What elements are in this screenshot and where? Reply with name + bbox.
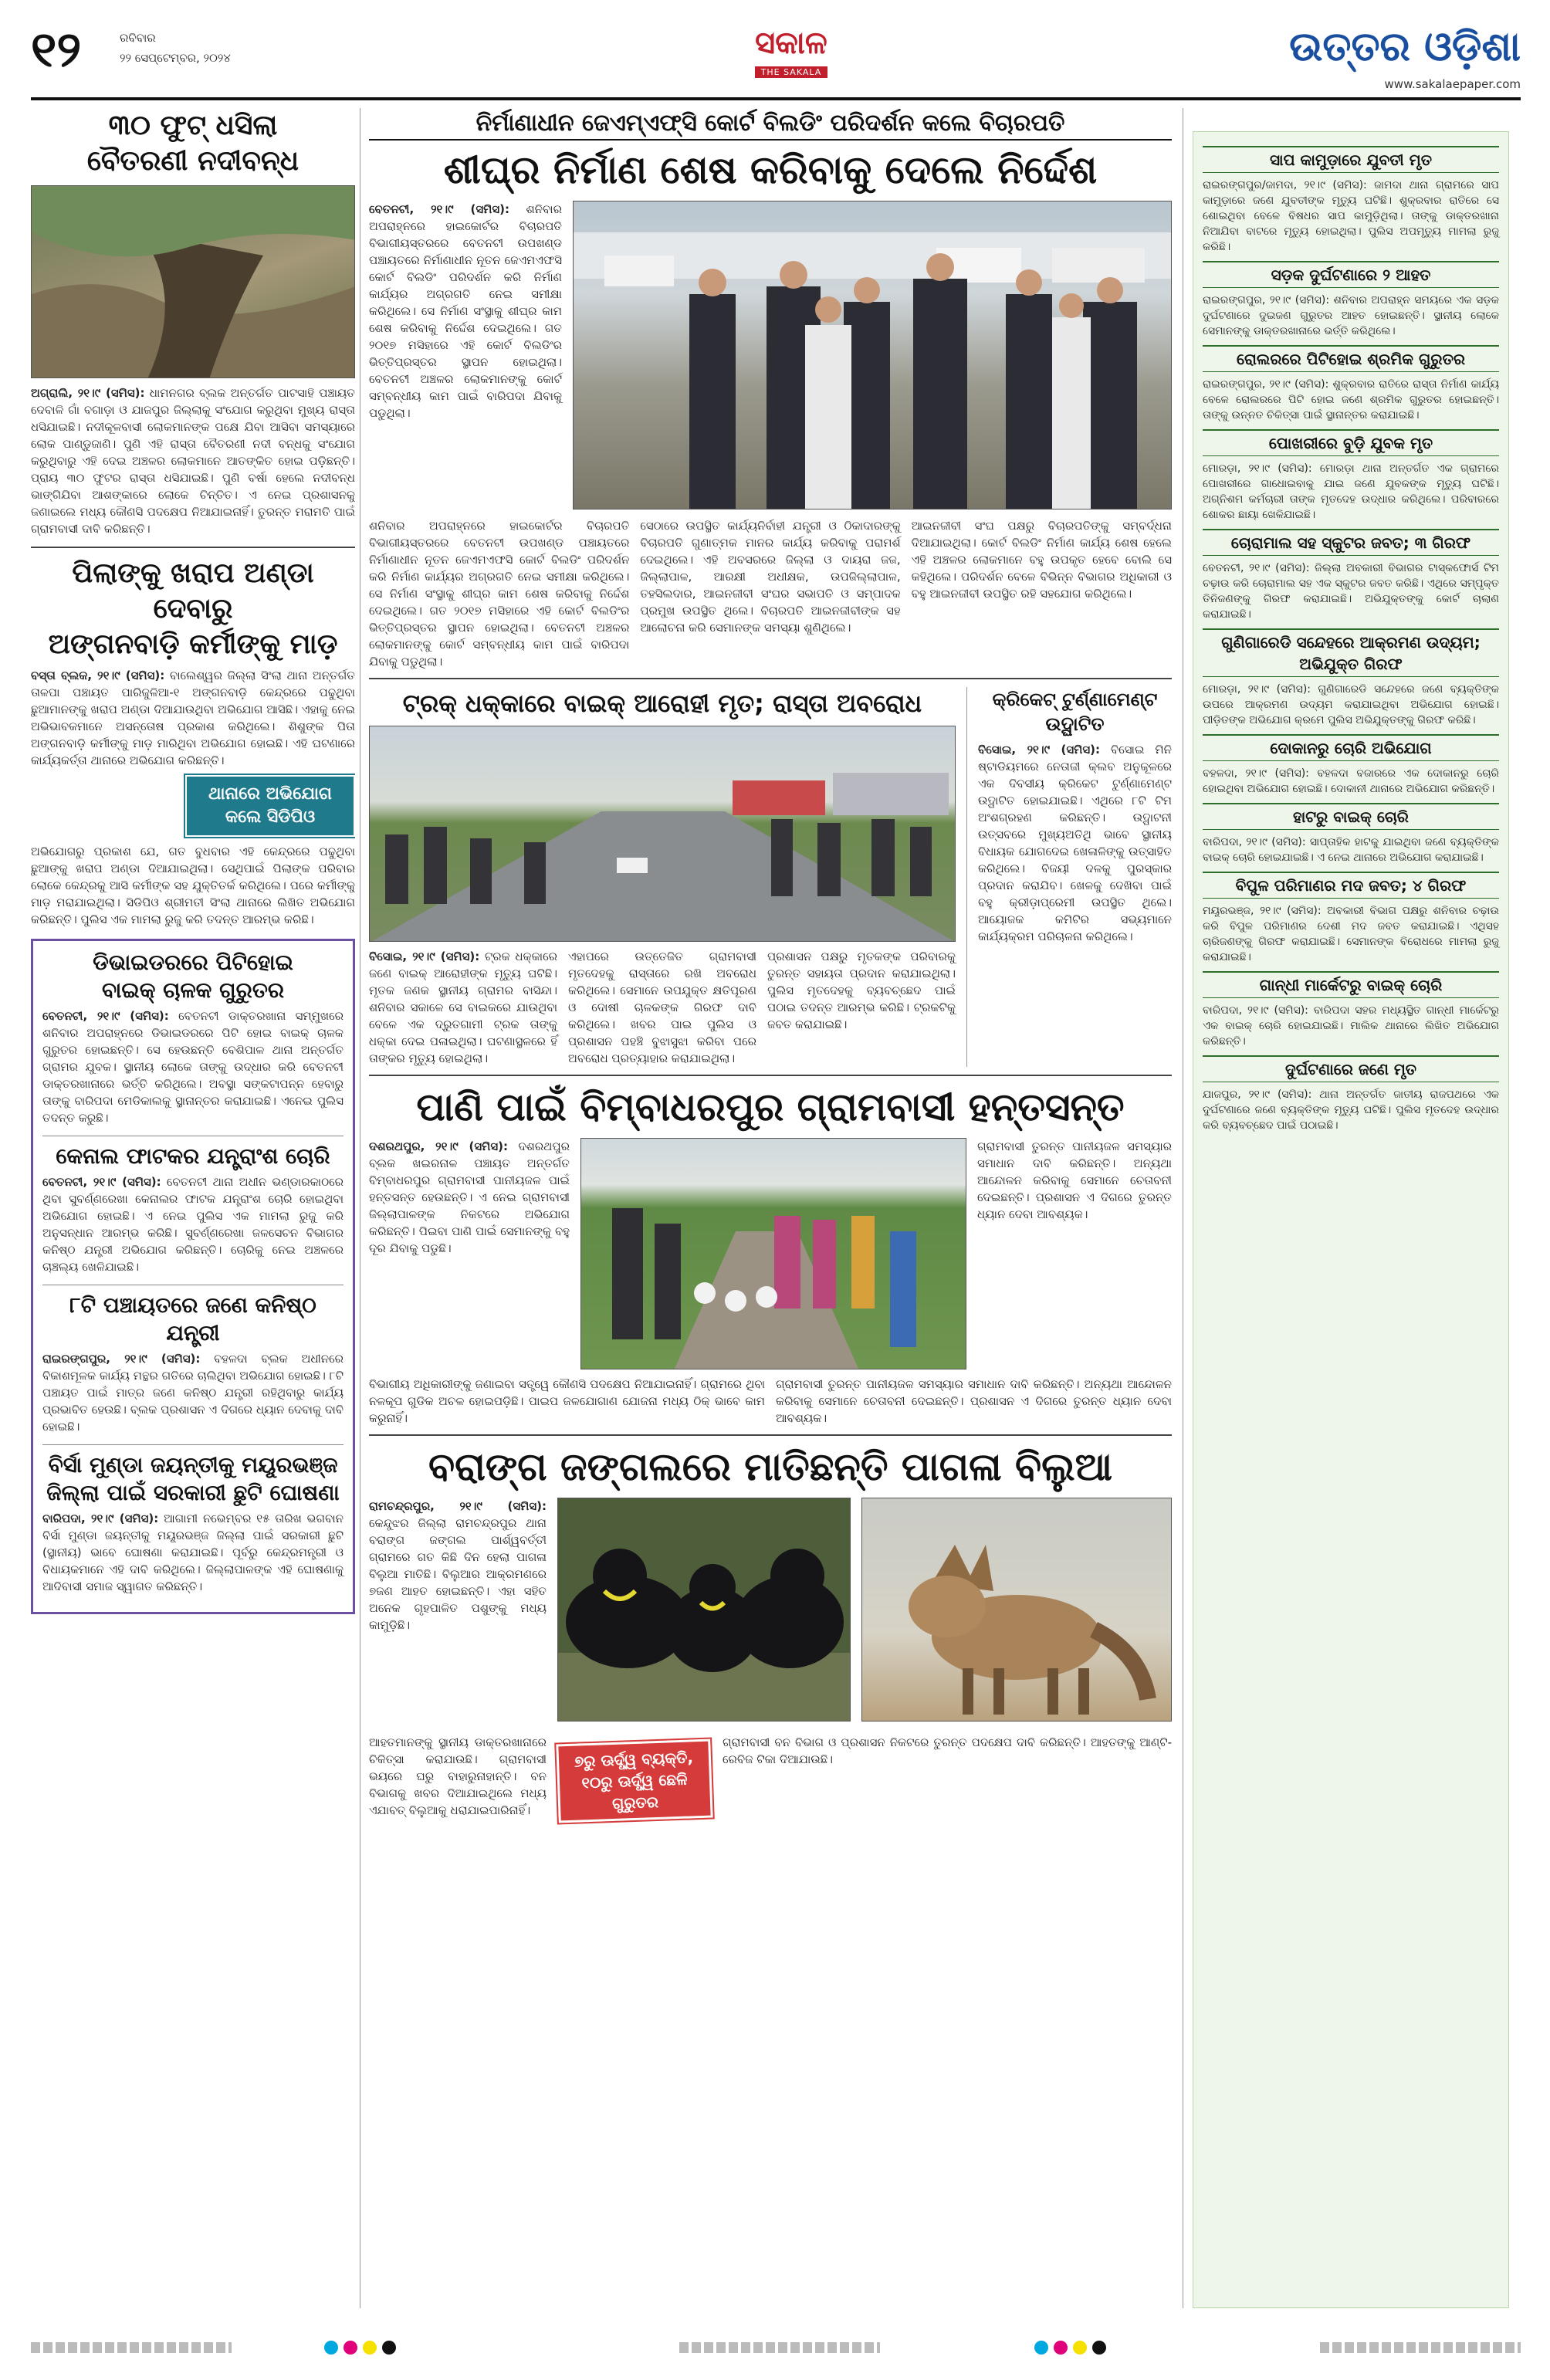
dateline: ବେତନଟୀ, ୨୧।୯ (ସମିସ): (369, 202, 509, 216)
story-water-scarcity (369, 1084, 1172, 1427)
dateline: ରାଇରଙ୍ଗପୁର, ୨୧।୯ (ସମିସ): (42, 1352, 201, 1366)
brief-headline: ରୋଲରରେ ପିଟିହୋଇ ଶ୍ରମିକ ଗୁରୁତର (1203, 345, 1499, 372)
brief-headline: ବିପୁଳ ପରିମାଣର ମଦ ଜବତ; ୪ ଗିରଫ (1203, 872, 1499, 899)
dateline: ବେତନଟୀ, ୨୧।୯ (ସମିସ): (42, 1009, 169, 1023)
dateline: ବିସୋଇ, ୨୧।୯ (ସମିସ): (369, 950, 480, 963)
story-body: ଆହତମାନଙ୍କୁ ସ୍ଥାନୀୟ ଡାକ୍ତରଖାନାରେ ଚିକିତ୍ସା କରାଯାଉଛି। ଗ୍ରାମବାସୀ ଭୟରେ ଘରୁ ବାହାରୁନାହାନ୍ତି। ବନ ବିଭାଗକୁ ଖବର ଦିଆଯାଇଥିଲେ ମଧ୍ୟ ଏଯାବତ୍ ବିଲୁଆକୁ ଧରାଯାଇପାରିନାହିଁ। (369, 1735, 547, 1817)
brief-item (1203, 971, 1499, 1049)
cyan-dot (324, 2341, 338, 2355)
newspaper-logo (710, 23, 872, 85)
kicker: ନିର୍ମାଣାଧୀନ ଜେଏମ୍ଏଫ୍ସି କୋର୍ଟ ବିଲଡିଂ ପରିଦର୍ଶନ କଲେ ବିଚାରପତି (369, 108, 1172, 140)
brief-item (1203, 1055, 1499, 1133)
ribbon-holder (557, 1734, 712, 1888)
headline: ପାଣି ପାଇଁ ବିମ୍ବାଧରପୁର ଗ୍ରାମବାସୀ ହନ୍ତସନ୍ତ (416, 1085, 1125, 1129)
story-junior-engineer (42, 1292, 344, 1435)
headline: ଜିଲ୍ଲା ପାଇଁ ସରକାରୀ ଛୁଟି ଘୋଷଣା (46, 1480, 340, 1505)
story-body: ବାଲେଶ୍ୱର ଜିଲ୍ଲା ସିଂଲା ଥାନା ଅନ୍ତର୍ଗତ ତାଳପା ପଞ୍ଚାୟତ ପାରିଜୁଳିଆ-୧ ଅଙ୍ଗନବାଡ଼ି କେନ୍ଦ୍ରରେ ପଢୁଥିବା ଛୁଆମାନଙ୍କୁ ଖରାପ ଅଣ୍ଡା ଦିଆଯାଉଥିବା ଅଭିଯୋଗ ଆସିଛି। ଏହାକୁ ନେଇ ଅଭିଭାବକମାନେ ଅସନ୍ତୋଷ ପ୍ରକାଶ କରିଥିଲେ। ଶିଶୁଙ୍କ ପିତା ଅଙ୍ଗନବାଡ଼ି କର୍ମୀଙ୍କୁ ମାଡ଼ ମାରିଥିବା ଅଭିଯୋଗ ହୋଇଛି। ଏହି ଘଟଣାରେ କାର୍ଯ୍ୟକର୍ତ୍ତା ଥାନାରେ ଅଭିଯୋଗ କରିଛନ୍ତି। (31, 669, 355, 767)
divider (31, 547, 355, 548)
ribbon-line: ୧୦ରୁ ଊର୍ଦ୍ଧ୍ୱ ଛେଳି (581, 1769, 688, 1793)
villagers-water-photo-icon (581, 1139, 966, 1369)
headline: କ୍ରିକେଟ୍ ଟୁର୍ଣ୍ଣାମେଣ୍ଟ ଉଦ୍ଘାଟିତ (992, 689, 1158, 735)
story-body: ଆଗାମୀ ନଭେମ୍ବର ୧୫ ତାରିଖ ଭଗବାନ ବିର୍ସା ମୁଣ୍ଡା ଜୟନ୍ତୀକୁ ମୟୂରଭଞ୍ଜ ଜିଲ୍ଲା ପାଇଁ ସରକାରୀ ଛୁଟି (ସ୍ଥାନୀୟ) ଭାବେ ଘୋଷଣା କରାଯାଇଛି। ପୂର୍ବରୁ କେନ୍ଦ୍ରମନ୍ତ୍ରୀ ଓ ବିଧାୟକମାନେ ଏହି ଦାବି କରିଥିଲେ। ଜିଲ୍ଲାପାଳଙ୍କ ଏହି ଘୋଷଣାକୁ ଆଦିବାସୀ ସମାଜ ସ୍ୱାଗତ କରିଛନ୍ତି। (42, 1512, 344, 1593)
brief-item (1203, 872, 1499, 965)
divider (369, 1434, 1172, 1436)
story-body: ଅଭିଯୋଗରୁ ପ୍ରକାଶ ଯେ, ଗତ ବୁଧବାର ଏହି କେନ୍ଦ୍ରରେ ପଢୁଥିବା ଛୁଆଙ୍କୁ ଖରାପ ଅଣ୍ଡା ଦିଆଯାଇଥିଲା। ସେଥିପାଇଁ ପିଲାଙ୍କ ପରିବାର ଲୋକେ କେନ୍ଦ୍ରକୁ ଆସି କର୍ମୀଙ୍କ ସହ ଯୁକ୍ତିତର୍କ କରିଥିଲେ। ପରେ କର୍ମୀଙ୍କୁ ମାଡ଼ ମରାଯାଇଥିଲା। ସିଡିପିଓ ଶ୍ରୀମତୀ ସିଂଲା ଥାନାରେ ଲିଖିତ ଅଭିଯୋଗ କରିଛନ୍ତି। ପୁଲିସ ଏକ ମାମଲା ରୁଜୁ କରି ତଦନ୍ତ ଆରମ୍ଭ କରିଛି। (31, 845, 355, 926)
headline: ବାଇକ୍ ଚାଳକ ଗୁରୁତର (101, 977, 285, 1003)
story-body: ବହଳଦା ବ୍ଲକ ଅଧୀନରେ ବିକାଶମୂଳକ କାର୍ଯ୍ୟ ମନ୍ଥର ଗତିରେ ଚାଲିଥିବା ଅଭିଯୋଗ ହୋଇଛି। ୮ଟି ପଞ୍ଚାୟତ ପାଇଁ ମାତ୍ର ଜଣେ କନିଷ୍ଠ ଯନ୍ତ୍ରୀ ରହିଥିବାରୁ କାର୍ଯ୍ୟ ପ୍ରଭାବିତ ହେଉଛି। ବ୍ଲକ ପ୍ରଶାସନ ଏ ଦିଗରେ ଧ୍ୟାନ ଦେବାକୁ ଦାବି ହୋଇଛି। (42, 1352, 344, 1434)
dateline: ରାମଚନ୍ଦ୍ରପୁର, ୨୧।୯ (ସମିସ): (369, 1499, 547, 1513)
brief-body: ବହଳଦା, ୨୧।୯ (ସମିସ): ବହଳଦା ବଜାରରେ ଏକ ଦୋକାନରୁ ଚୋରି ହୋଇଥିବା ଅଭିଯୋଗ ହୋଇଛି। ଦୋକାନୀ ଥାନାରେ ଅଭିଯୋଗ କରିଛନ୍ତି। (1203, 767, 1499, 795)
road-blockade-photo-icon (370, 726, 956, 942)
brief-body: ରାଇରଙ୍ଗପୁର, ୨୧।୯ (ସମିସ): ଶୁକ୍ରବାର ରାତିରେ ରାସ୍ତା ନିର୍ମାଣ କାର୍ଯ୍ୟ ବେଳେ ରୋଲରରେ ପିଟି ହୋଇ ଜଣେ ଶ୍ରମିକ ଗୁରୁତର ହୋଇଛନ୍ତି। ତାଙ୍କୁ ଉନ୍ନତ ଚିକିତ୍ସା ପାଇଁ ସ୍ଥାନାନ୍ତର କରାଯାଇଛି। (1203, 378, 1499, 421)
brief-headline: ସଡ଼କ ଦୁର୍ଘଟଣାରେ ୨ ଆହତ (1203, 261, 1499, 288)
print-registration-strip (31, 2338, 1521, 2358)
right-briefs-panel (1193, 131, 1509, 2308)
story-body: ବେତନଟୀ ଥାନା ଅଧୀନ ଭଣ୍ଡାରକାଠରେ ଥିବା ସୁବର୍ଣ୍ଣରେଖା କେନାଲର ଫାଟକ ଯନ୍ତ୍ରାଂଶ ଚୋରି ହୋଇଥିବା ଅଭିଯୋଗ ହୋଇଛି। ଏ ନେଇ ପୁଲିସ ଏକ ମାମଲା ରୁଜୁ କରି ଅନୁସନ୍ଧାନ ଆରମ୍ଭ କରିଛି। ସୁବର୍ଣ୍ଣରେଖା ଜଳସେଚନ ବିଭାଗର କନିଷ୍ଠ ଯନ୍ତ୍ରୀ ଅଭିଯୋଗ କରିଛନ୍ତି। ଚୋରିକୁ ନେଇ ଅଞ୍ଚଳରେ ଚାଞ୍ଚଲ୍ୟ ଖେଳିଯାଇଛି। (42, 1175, 344, 1274)
page-number: ୧୨ (31, 22, 82, 79)
ribbon-line: ୭ରୁ ଊର୍ଦ୍ଧ୍ୱ ବ୍ୟକ୍ତି, (574, 1748, 694, 1771)
headline: ବରାଙ୍ଗ ଜଙ୍ଗଲରେ ମାତିଛନ୍ତି ପାଗଳା ବିଲୁଆ (428, 1444, 1112, 1489)
story-body: ଗ୍ରାମବାସୀ ତୁରନ୍ତ ପାନୀୟଜଳ ସମସ୍ୟାର ସମାଧାନ ଦାବି କରିଛନ୍ତି। ଅନ୍ୟଥା ଆନ୍ଦୋଳନ କରିବାକୁ ସେମାନେ ଚେତାବନୀ ଦେଇଛନ୍ତି। ପ୍ରଶାସନ ଏ ଦିଗରେ ତୁରନ୍ତ ଧ୍ୟାନ ଦେବା ଆବଶ୍ୟକ। (776, 1377, 1172, 1425)
story-body: ବିଭାଗୀୟ ଅଧିକାରୀଙ୍କୁ ଜଣାଇବା ସତ୍ତ୍ୱେ କୌଣସି ପଦକ୍ଷେପ ନିଆଯାଇନାହିଁ। ଗ୍ରାମରେ ଥିବା ନଳକୂପ ଗୁଡିକ ଅଚଳ ହୋଇପଡ଼ିଛି। ପାଇପ ଜଳଯୋଗାଣ ଯୋଜନା ମଧ୍ୟ ଠିକ୍ ଭାବେ କାମ କରୁନାହିଁ। (369, 1377, 765, 1425)
brief-body: ବେତନଟୀ, ୨୧।୯ (ସମିସ): ଜିଲ୍ଲା ଅବକାରୀ ବିଭାଗର ଟାସ୍କଫୋର୍ସ ଟିମ ଚଢ଼ାଉ କରି ଚୋରାମାଲ ସହ ଏକ ସ୍କୁଟର ଜବତ କରିଛି। ଏଥିରେ ସମ୍ପୃକ୍ତ ତିନିଜଣଙ୍କୁ ଗିରଫ କରାଯାଇଛି। ଅଭିଯୁକ୍ତଙ୍କୁ କୋର୍ଟ ଚାଲାଣ କରାଯାଇଛି। (1203, 562, 1499, 621)
brief-item (1203, 429, 1499, 523)
story-box-divider (31, 939, 355, 1614)
brief-body: ମୋରଡ଼ା, ୨୧।୯ (ସମିସ): ଗୁଣିଗାରେଡି ସନ୍ଦେହରେ ଜଣେ ବ୍ୟକ୍ତିଙ୍କ ଉପରେ ଆକ୍ରମଣ ଉଦ୍ୟମ କରାଯାଇଥିବା ଅଭିଯୋଗ ହୋଇଛି। ପୀଡ଼ିତଙ୍କ ଅଭିଯୋଗ କ୍ରମେ ପୁଲିସ ଅଭିଯୁକ୍ତଙ୍କୁ ଗିରଫ କରିଛି। (1203, 683, 1499, 726)
brief-item (1203, 529, 1499, 622)
story-body: ଗ୍ରାମବାସୀ ବନ ବିଭାଗ ଓ ପ୍ରଶାସନ ନିକଟରେ ତୁରନ୍ତ ପଦକ୍ଷେପ ଦାବି କରିଛନ୍ତି। ଆହତଙ୍କୁ ଆଣ୍ଟି-ରେବିଜ ଟିକା ଦିଆଯାଉଛି। (723, 1735, 1172, 1766)
registration-bar (1320, 2342, 1521, 2353)
brief-item (1203, 803, 1499, 865)
dateline: ଅଗ୍ରାଲି, ୨୧।୯ (ସମିସ): (31, 386, 145, 400)
brief-headline: ଦୁର୍ଘଟଣାରେ ଜଣେ ମୃତ (1203, 1055, 1499, 1082)
story-rabid-jackal (369, 1444, 1172, 1888)
photo-judge-visit (573, 201, 1172, 510)
photo-embankment (31, 185, 355, 378)
black-dot (1092, 2341, 1106, 2355)
divider (369, 678, 1172, 679)
story-body: ଶନିବାର ଅପରାହ୍ନରେ ହାଇକୋର୍ଟର ବିଚାରପତି ବିଭାଗୀୟସ୍ତରରେ ବେତନଟୀ ଉପଖଣ୍ଡ ପଞ୍ଚାୟତରେ ନିର୍ମାଣାଧୀନ ନୂତନ ଜେଏମଏଫସି କୋର୍ଟ ବିଲଡିଂ ପରିଦର୍ଶନ କରି ନିର୍ମାଣ କାର୍ଯ୍ୟର ଅଗ୍ରଗତି ନେଇ ସମୀକ୍ଷା କରିଥିଲେ। ସେ ନିର୍ମାଣ ସଂସ୍ଥାକୁ ଶୀଘ୍ର କାମ ଶେଷ କରିବାକୁ ନିର୍ଦ୍ଦେଶ ଦେଇଥିଲେ। ଗତ ୨୦୧୭ ମସିହାରେ ଏହି କୋର୍ଟ ବିଲଡିଂର ଭିତ୍ତିପ୍ରସ୍ତର ସ୍ଥାପନ ହୋଇଥିଲା। ବେତନଟୀ ଅଞ୍ଚଳର ଲୋକମାନଙ୍କୁ କୋର୍ଟ ସମ୍ବନ୍ଧୀୟ କାମ ପାଇଁ ବାରିପଦା ଯିବାକୁ ପଡୁଥିଲା। (369, 202, 562, 420)
headline: ୩୦ ଫୁଟ୍ ଧସିଲା (108, 110, 278, 141)
brief-headline: ପୋଖରୀରେ ବୁଡ଼ି ଯୁବକ ମୃତ (1203, 429, 1499, 456)
story-divider-crash (42, 949, 344, 1126)
website-url: www.sakalaepaper.com (1384, 77, 1521, 91)
headline: ୮ଟି ପଞ୍ଚାୟତରେ ଜଣେ କନିଷ୍ଠ ଯନ୍ତ୍ରୀ (69, 1292, 316, 1346)
brief-body: ଯାଜପୁର, ୨୧।୯ (ସମିସ): ଥାନା ଅନ୍ତର୍ଗତ ଜାତୀୟ ରାଜପଥରେ ଏକ ଦୁର୍ଘଟଣାରେ ଜଣେ ବ୍ୟକ୍ତିଙ୍କ ମୃତ୍ୟୁ ଘଟିଛି। ପୁଲିସ ମୃତଦେହ ଉଦ୍ଧାର କରି ବ୍ୟବଚ୍ଛେଦ ପାଇଁ ପଠାଇଛି। (1203, 1088, 1499, 1132)
brief-headline: ସାପ କାମୁଡ଼ାରେ ଯୁବତୀ ମୃତ (1203, 146, 1499, 173)
headline: କେନାଲ ଫାଟକର ଯନ୍ତ୍ରାଂଶ ଚୋରି (56, 1143, 330, 1169)
divider (42, 1444, 344, 1445)
story-cricket (978, 687, 1172, 1067)
section-title: ଉତ୍ତର ଓଡ଼ିଶା (1289, 24, 1521, 70)
brief-headline: ଦୋକାନରୁ ଚୋରି ଅଭିଯୋଗ (1203, 734, 1499, 761)
date-label: ୨୨ ସେପ୍ଟେମ୍ବର, ୨୦୨୪ (120, 51, 231, 65)
brief-headline: ଗୁଣିଗାରେଡି ସନ୍ଦେହରେ ଆକ୍ରମଣ ଉଦ୍ୟମ; ଅଭିଯୁକ୍ତ ଗିରଫ (1203, 628, 1499, 677)
brief-item (1203, 734, 1499, 797)
goats-photo-icon (558, 1498, 851, 1722)
photo-villagers-water (580, 1138, 966, 1369)
dateline: ବେତନଟୀ, ୨୧।୯ (ସମିସ): (42, 1175, 161, 1189)
ribbon-line: ଗୁରୁତର (611, 1792, 659, 1813)
story-truck-accident (369, 687, 956, 1067)
yellow-dot (1073, 2341, 1087, 2355)
jackal-photo-icon (862, 1498, 1165, 1722)
left-column (31, 108, 355, 2316)
brief-headline: ହାଟରୁ ବାଇକ୍ ଚୋରି (1203, 803, 1499, 830)
headline: ଅଙ୍ଗନବାଡ଼ି କର୍ମୀଙ୍କୁ ମାଡ଼ (48, 628, 338, 660)
callout-box: ଥାନାରେ ଅଭିଯୋଗ କଲେ ସିଡିପିଓ (185, 775, 355, 837)
story-court-building (369, 108, 1172, 670)
yellow-dot (363, 2341, 377, 2355)
dateline: ବାରିପଦା, ୨୧।୯ (ସମିସ): (42, 1512, 159, 1525)
story-body: ଗ୍ରାମବାସୀ ତୁରନ୍ତ ପାନୀୟଜଳ ସମସ୍ୟାର ସମାଧାନ ଦାବି କରିଛନ୍ତି। ଅନ୍ୟଥା ଆନ୍ଦୋଳନ କରିବାକୁ ସେମାନେ ଚେତାବନୀ ଦେଇଛନ୍ତି। ପ୍ରଶାସନ ଏ ଦିଗରେ ତୁରନ୍ତ ଧ୍ୟାନ ଦେବା ଆବଶ୍ୟକ। (977, 1139, 1172, 1221)
headline: ଡିଭାଇଡରରେ ପିଟିହୋଇ (93, 950, 293, 975)
brief-item (1203, 146, 1499, 255)
brief-body: ମୟୂରଭଞ୍ଜ, ୨୧।୯ (ସମିସ): ଅବକାରୀ ବିଭାଗ ପକ୍ଷରୁ ଶନିବାର ଚଢ଼ାଉ କରି ବିପୁଳ ପରିମାଣର ଦେଶୀ ମଦ ଜବତ କରାଯାଇଛି। ଏଥିସହ ଚାରିଜଣଙ୍କୁ ଗିରଫ କରାଯାଇଛି। ସେମାନଙ୍କ ବିରୋଧରେ ମାମଲା ରୁଜୁ କରାଯାଇଛି। (1203, 905, 1499, 963)
photo-jackal (861, 1498, 1172, 1722)
story-body: ବେତନଟୀ ଡାକ୍ତରଖାନା ସମ୍ମୁଖରେ ଶନିବାର ଅପରାହ୍ନରେ ଡିଭାଇଡରରେ ପିଟି ହୋଇ ବାଇକ୍ ଚାଳକ ଗୁରୁତର ହୋଇଛନ୍ତି। ସେ ହେଉଛନ୍ତି ବେଶିପାଳ ଥାନା ଅନ୍ତର୍ଗତ ଗ୍ରାମର ଯୁବକ। ସ୍ଥାନୀୟ ଲୋକେ ତାଙ୍କୁ ଉଦ୍ଧାର କରି ବେତନଟୀ ଡାକ୍ତରଖାନାରେ ଭର୍ତ୍ତି କରିଥିଲେ। ଅବସ୍ଥା ସଙ୍କଟାପନ୍ନ ହେବାରୁ ତାଙ୍କୁ ବାରିପଦା ମେଡିକାଲକୁ ସ୍ଥାନାନ୍ତର କରାଯାଇଛି। ଏନେଇ ପୁଲିସ ତଦନ୍ତ କରୁଛି। (42, 1009, 344, 1125)
brief-item (1203, 261, 1499, 339)
story-body: ଦଶରଥପୁର ବ୍ଲକ ଖଇରନାଳ ପଞ୍ଚାୟତ ଅନ୍ତର୍ଗତ ବିମ୍ବାଧରପୁର ଗ୍ରାମବାସୀ ପାନୀୟଜଳ ପାଇଁ ହନ୍ତସନ୍ତ ହେଉଛନ୍ତି। ଏ ନେଇ ଗ୍ରାମବାସୀ ଜିଲ୍ଲାପାଳଙ୍କ ନିକଟରେ ଅଭିଯୋଗ କରିଛନ୍ତି। ପିଇବା ପାଣି ପାଇଁ ସେମାନଙ୍କୁ ବହୁ ଦୂର ଯିବାକୁ ପଡୁଛି। (369, 1139, 570, 1255)
headline: ଟ୍ରକ୍ ଧକ୍କାରେ ବାଇକ୍ ଆରୋହୀ ମୃତ; ରାସ୍ତା ଅବରୋଧ (402, 689, 922, 718)
cyan-dot (1034, 2341, 1048, 2355)
brief-body: ବାରିପଦା, ୨୧।୯ (ସମିସ): ସାପ୍ତାହିକ ହାଟକୁ ଯାଇଥିବା ଜଣେ ବ୍ୟକ୍ତିଙ୍କ ବାଇକ୍ ଚୋରି ହୋଇଯାଇଛି। ଏ ନେଇ ଥାନାରେ ଅଭିଯୋଗ କରାଯାଇଛି। (1203, 836, 1499, 864)
divider (369, 1075, 1172, 1076)
brief-body: ରାଇରଙ୍ଗପୁର, ୨୧।୯ (ସମିସ): ଶନିବାର ଅପରାହ୍ନ ସମୟରେ ଏକ ସଡ଼କ ଦୁର୍ଘଟଣାରେ ଦୁଇଜଣ ଗୁରୁତର ଆହତ ହୋଇଛନ୍ତି। ସ୍ଥାନୀୟ ଲୋକେ ସେମାନଙ୍କୁ ଡାକ୍ତରଖାନାରେ ଭର୍ତ୍ତି କରିଥିଲେ। (1203, 294, 1499, 337)
column-divider (966, 687, 967, 1067)
brief-headline: ଗାନ୍ଧୀ ମାର୍କେଟରୁ ବାଇକ୍ ଚୋରି (1203, 971, 1499, 998)
date-block (120, 28, 231, 68)
story-birsa-munda (42, 1451, 344, 1595)
masthead-rule (31, 97, 1521, 100)
headline: ବୈତରଣୀ ନଦୀବନ୍ଧ (86, 145, 300, 177)
headline: ପିଲାଙ୍କୁ ଖରାପ ଅଣ୍ଡା ଦେବାରୁ (72, 557, 314, 625)
photo-road-blockade (369, 726, 956, 942)
headline: ଶୀଘ୍ର ନିର୍ମାଣ ଶେଷ କରିବାକୁ ଦେଲେ ନିର୍ଦ୍ଦେଶ (443, 147, 1098, 192)
logo-subtitle: THE SAKALA (755, 66, 828, 78)
brief-body: ରାଇରଙ୍ଗପୁର/ଜାମଦା, ୨୧।୯ (ସମିସ): ଜାମଦା ଥାନା ଗ୍ରାମରେ ସାପ କାମୁଡ଼ାରେ ଜଣେ ଯୁବତୀଙ୍କ ମୃତ୍ୟୁ ଘଟିଛି। ଶୁକ୍ରବାର ରାତିରେ ସେ ଶୋଇଥିବା ବେଳେ ବିଷଧର ସାପ କାମୁଡ଼ିଥିଲା। ତାଙ୍କୁ ଡାକ୍ତରଖାନା ନିଆଯିବା ବାଟରେ ମୃତ୍ୟୁ ହୋଇଥିଲା। ପୁଲିସ ଅପମୃତ୍ୟୁ ମାମଲା ରୁଜୁ କରିଛି। (1203, 179, 1499, 253)
story-body: ଟ୍ରକ ଧକ୍କାରେ ଜଣେ ବାଇକ୍ ଆରୋହୀଙ୍କ ମୃତ୍ୟୁ ଘଟିଛି। ମୃତକ ଜଣକ ସ୍ଥାନୀୟ ଗ୍ରାମର ବାସିନ୍ଦା। ଶନିବାର ସକାଳେ ସେ ବାଇକରେ ଯାଉଥିବା ବେଳେ ଏକ ଦ୍ରୁତଗାମୀ ଟ୍ରକ ତାଙ୍କୁ ଧକ୍କା ଦେଇ ପଳାଇଥିଲା। ଘଟଣାସ୍ଥଳରେ ହିଁ ତାଙ୍କର ମୃତ୍ୟୁ ହୋଇଥିଲା। (369, 950, 557, 1065)
story-body: ପ୍ରଶାସନ ପକ୍ଷରୁ ମୃତକଙ୍କ ପରିବାରକୁ ତୁରନ୍ତ ସହାୟତା ପ୍ରଦାନ କରାଯାଇଥିଲା। ପୁଲିସ ମୃତଦେହକୁ ବ୍ୟବଚ୍ଛେଦ ପାଇଁ ପଠାଇ ତଦନ୍ତ ଆରମ୍ଭ କରିଛି। ଟ୍ରକଟିକୁ ଜବତ କରାଯାଇଛି। (767, 950, 956, 1031)
photo-goats (557, 1498, 851, 1722)
middle-column (369, 108, 1172, 2316)
story-body: କେନ୍ଦୁଝର ଜିଲ୍ଲା ରାମଚନ୍ଦ୍ରପୁର ଥାନା ବରାଙ୍ଗ ଜଙ୍ଗଲ ପାର୍ଶ୍ୱବର୍ତ୍ତୀ ଗ୍ରାମରେ ଗତ କିଛି ଦିନ ହେଲା ପାଗଳା ବିଲୁଆ ମାତିଛି। ବିଲୁଆର ଆକ୍ରମଣରେ ୭ଜଣ ଆହତ ହୋଇଛନ୍ତି। ଏହା ସହିତ ଅନେକ ଗୃହପାଳିତ ପଶୁଙ୍କୁ ମଧ୍ୟ କାମୁଡ଼ିଛି। (369, 1516, 547, 1632)
brief-headline: ଚୋରାମାଲ ସହ ସ୍କୁଟର ଜବତ; ୩ ଗିରଫ (1203, 529, 1499, 556)
brief-list (1203, 146, 1499, 1133)
logo-text: ସକାଳ (755, 25, 827, 61)
dateline: ବସ୍ତା ବ୍ଲକ, ୨୧।୯ (ସମିସ): (31, 669, 165, 682)
magenta-dot (1054, 2341, 1068, 2355)
brief-body: ବାରିପଦା, ୨୧।୯ (ସମିସ): ବାରିପଦା ସହର ମଧ୍ୟସ୍ଥିତ ଗାନ୍ଧୀ ମାର୍କେଟରୁ ଏକ ବାଇକ୍ ଚୋରି ହୋଇଯାଇଛି। ମାଲିକ ଥାନାରେ ଲିଖିତ ଅଭିଯୋଗ କରିଛନ୍ତି। (1203, 1004, 1499, 1048)
embankment-photo-icon (32, 186, 355, 378)
registration-bar (31, 2342, 232, 2353)
brief-item (1203, 345, 1499, 423)
story-body: ଏହାପରେ ଉତ୍ତେଜିତ ଗ୍ରାମବାସୀ ମୃତଦେହକୁ ରାସ୍ତାରେ ରଖି ଅବରୋଧ କରିଥିଲେ। ସେମାନେ ଉପଯୁକ୍ତ କ୍ଷତିପୂରଣ ଓ ଦୋଷୀ ଚାଳକଙ୍କ ଗିରଫ ଦାବି କରିଥିଲେ। ଖବର ପାଇ ପୁଲିସ ଓ ପ୍ରଶାସନ ପହଞ୍ଚି ବୁଝାସୁଝା କରିବା ପରେ ଅବରୋଧ ପ୍ରତ୍ୟାହାର କରାଯାଇଥିଲା। (568, 950, 756, 1065)
dateline: ଦଶରଥପୁର, ୨୧।୯ (ସମିସ): (369, 1139, 508, 1153)
masthead (31, 23, 1521, 96)
story-body: ସେଠାରେ ଉପସ୍ଥିତ କାର୍ଯ୍ୟନିର୍ବାହୀ ଯନ୍ତ୍ରୀ ଓ ଠିକାଦାରଙ୍କୁ ବିଚାରପତି ଗୁଣାତ୍ମକ ମାନର କାର୍ଯ୍ୟ କରିବାକୁ ପରାମର୍ଶ ଦେଇଥିଲେ। ଏହି ଅବସରରେ ଜିଲ୍ଲା ଓ ଦାୟରା ଜଜ, ଜିଲ୍ଲାପାଳ, ଆରକ୍ଷୀ ଅଧୀକ୍ଷକ, ଉପଜିଲ୍ଲାପାଳ, ତହସିଲଦାର, ଆଇନଜୀବୀ ସଂଘର ସଭାପତି ଓ ସମ୍ପାଦକ ପ୍ରମୁଖ ଉପସ୍ଥିତ ଥିଲେ। ବିଚାରପତି ଆଇନଜୀବୀଙ୍କ ସହ ଆଲୋଚନା କରି ସେମାନଙ୍କ ସମସ୍ୟା ଶୁଣିଥିଲେ। (640, 519, 901, 635)
day-label: ରବିବାର (120, 31, 156, 45)
story-body: ଆଇନଜୀବୀ ସଂଘ ପକ୍ଷରୁ ବିଚାରପତିଙ୍କୁ ସମ୍ବର୍ଦ୍ଧନା ଦିଆଯାଇଥିଲା। କୋର୍ଟ ବିଲଡିଂ ନିର୍ମାଣ କାର୍ଯ୍ୟ ଶେଷ ହେଲେ ଏହି ଅଞ୍ଚଳର ଲୋକମାନେ ବହୁ ଉପକୃତ ହେବେ ବୋଲି ସେ କହିଥିଲେ। ପରିଦର୍ଶନ ବେଳେ ବିଭିନ୍ନ ବିଭାଗର ଅଧିକାରୀ ଓ ବହୁ ଆଇନଜୀବୀ ଉପସ୍ଥିତ ରହି ସହଯୋଗ କରିଥିଲେ। (911, 519, 1172, 601)
brief-item (1203, 628, 1499, 728)
black-dot (382, 2341, 396, 2355)
headline: ବିର୍ସା ମୁଣ୍ଡା ଜୟନ୍ତୀକୁ ମୟୂରଭଞ୍ଜ (48, 1452, 338, 1478)
brief-body: ମୋରଡ଼ା, ୨୧।୯ (ସମିସ): ମୋରଡ଼ା ଥାନା ଅନ୍ତର୍ଗତ ଏକ ଗ୍ରାମରେ ପୋଖରୀରେ ଗାଧୋଇବାକୁ ଯାଇ ଜଣେ ଯୁବକଙ୍କ ମୃତ୍ୟୁ ଘଟିଛି। ଅଗ୍ନିଶମ କର୍ମଚାରୀ ତାଙ୍କ ମୃତଦେହ ଉଦ୍ଧାର କରିଥିଲେ। ପରିବାରରେ ଶୋକର ଛାୟା ଖେଳିଯାଇଛି। (1203, 462, 1499, 521)
story-canal-theft (42, 1143, 344, 1275)
magenta-dot (344, 2341, 357, 2355)
highlight-ribbon (556, 1739, 712, 1823)
story-embankment (31, 108, 355, 537)
story-anganwadi (31, 556, 355, 928)
dateline: ବିସୋଇ, ୨୧।୯ (ସମିସ): (978, 743, 1101, 757)
story-body: ଶନିବାର ଅପରାହ୍ନରେ ହାଇକୋର୍ଟର ବିଚାରପତି ବିଭାଗୀୟସ୍ତରରେ ବେତନଟୀ ଉପଖଣ୍ଡ ପଞ୍ଚାୟତରେ ନିର୍ମାଣାଧୀନ ନୂତନ ଜେଏମଏଫସି କୋର୍ଟ ବିଲଡିଂ ପରିଦର୍ଶନ କରି ନିର୍ମାଣ କାର୍ଯ୍ୟର ଅଗ୍ରଗତି ନେଇ ସମୀକ୍ଷା କରିଥିଲେ। ସେ ନିର୍ମାଣ ସଂସ୍ଥାକୁ ଶୀଘ୍ର କାମ ଶେଷ କରିବାକୁ ନିର୍ଦ୍ଦେଶ ଦେଇଥିଲେ। ଗତ ୨୦୧୭ ମସିହାରେ ଏହି କୋର୍ଟ ବିଲଡିଂର ଭିତ୍ତିପ୍ରସ୍ତର ସ୍ଥାପନ ହୋଇଥିଲା। ବେତନଟୀ ଅଞ୍ଚଳର ଲୋକମାନଙ୍କୁ କୋର୍ଟ ସମ୍ବନ୍ଧୀୟ କାମ ପାଇଁ ବାରିପଦା ଯିବାକୁ ପଡୁଥିଲା। (369, 519, 630, 669)
registration-bar (679, 2342, 880, 2353)
story-body: ଧାମନଗର ବ୍ଲକ ଅନ୍ତର୍ଗତ ପାଟସାହି ପଞ୍ଚାୟତ ଦେବାଳି ଗାଁ ବଗାଡ଼ା ଓ ଯାଜପୁର ଜିଲ୍ଲାକୁ ସଂଯୋଗ କରୁଥିବା ମୁଖ୍ୟ ରାସ୍ତା ଧସିଯାଇଛି। ନଦୀକୂଳବାସୀ ଲୋକମାନଙ୍କ ପକ୍ଷେ ଯିବା ଆସିବା ସମସ୍ୟାରେ ଲୋକ ପାଣ୍ଡୁଜାଣି। ପୁଣି ଏହି ରାସ୍ତା ବୈତରଣୀ ନଦୀ ବନ୍ଧକୁ ସଂଯୋଗ କରୁଥିବାରୁ ଏହି ଦେଇ ଅଞ୍ଚଳର ଲୋକମାନେ ଆତଙ୍କିତ ହୋଇ ପଡ଼ିଛନ୍ତି। ପ୍ରାୟ ୩୦ ଫୁଟର ରାସ୍ତା ଧସିଯାଇଛି। ପୁଣି ବର୍ଷା ହେଲେ ନଦୀବନ୍ଧ ଭାଙ୍ଗିଯିବା ଆଶଙ୍କାରେ ଲୋକେ ଚିନ୍ତିତ। ଏ ନେଇ ପ୍ରଶାସନକୁ ଜଣାଇଲେ ମଧ୍ୟ କୌଣସି ପଦକ୍ଷେପ ନିଆଯାଇନାହିଁ। ତୁରନ୍ତ ମରାମତି ପାଇଁ ଗ୍ରାମବାସୀ ଦାବି କରିଛନ୍ତି। (31, 386, 355, 536)
judge-visit-photo-icon (574, 201, 1172, 510)
story-body: ବିସୋଇ ମିନି ଷ୍ଟାଡିୟମରେ ନେତାଜୀ କ୍ଲବ ଅନୁକୂଳରେ ଏକ ଦିବସୀୟ କ୍ରିକେଟ ଟୁର୍ଣ୍ଣାମେଣ୍ଟ ଉଦ୍ଘାଟିତ ହୋଇଯାଇଛି। ଏଥିରେ ୮ଟି ଟିମ ଅଂଶଗ୍ରହଣ କରିଛନ୍ତି। ଉଦ୍ଘାଟନୀ ଉତ୍ସବରେ ମୁଖ୍ୟଅତିଥି ଭାବେ ସ୍ଥାନୀୟ ବିଧାୟକ ଯୋଗଦେଇ ଖେଳାଳିଙ୍କୁ ଉତ୍ସାହିତ କରିଥିଲେ। ବିଜୟୀ ଦଳକୁ ପୁରସ୍କାର ପ୍ରଦାନ କରାଯିବ। ଖେଳକୁ ଦେଖିବା ପାଇଁ ବହୁ କ୍ରୀଡ଼ାପ୍ରେମୀ ଉପସ୍ଥିତ ଥିଲେ। ଆୟୋଜକ କମିଟିର ସଭ୍ୟମାନେ କାର୍ଯ୍ୟକ୍ରମ ପରିଚାଳନା କରିଥିଲେ। (978, 743, 1172, 943)
